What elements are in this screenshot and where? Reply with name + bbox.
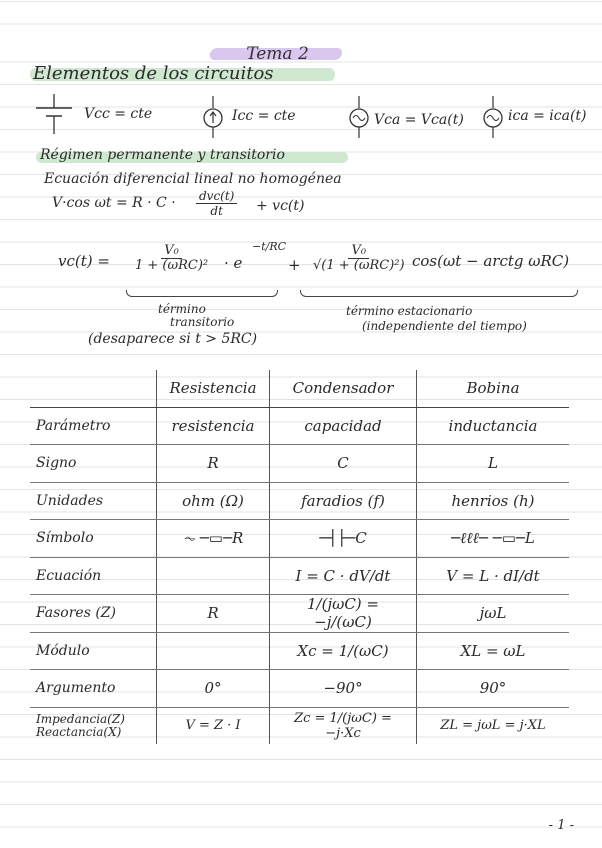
heading-elementos: Elementos de los circuitos	[33, 63, 274, 84]
table-cell: I = C · dV/dt	[270, 557, 417, 595]
table-cell	[157, 557, 270, 595]
equation1-fraction	[196, 189, 237, 218]
brace-transitorio	[126, 290, 278, 297]
equation1-lhs: V·cos ωt = R · C ·	[52, 195, 176, 211]
note-termino-transitorio-1: término	[158, 302, 206, 316]
equation1-rhs: + vc(t)	[256, 198, 305, 214]
table-cell: Símbolo	[30, 520, 157, 558]
ica-label: ica = ica(t)	[508, 108, 587, 124]
brace-estacionario	[300, 290, 578, 297]
table-header-row	[30, 370, 569, 407]
table-cell: Parámetro	[30, 407, 157, 445]
equation2-f2-num: V₀	[348, 244, 369, 259]
table-cell: henrios (h)	[417, 482, 570, 520]
table-header-cell: Bobina	[417, 370, 570, 407]
table-row	[30, 482, 569, 520]
table-cell: V = Z · I	[157, 707, 270, 744]
table-cell: Unidades	[30, 482, 157, 520]
table-row	[30, 445, 569, 483]
heading-regimen: Régimen permanente y transitorio	[40, 147, 285, 163]
table-cell: ohm (Ω)	[157, 482, 270, 520]
table-header-cell: Condensador	[270, 370, 417, 407]
equation2-fraction2	[310, 244, 408, 273]
table-cell: ⏦ ─▭─R	[157, 520, 270, 558]
table-cell: ─┤├─C	[270, 520, 417, 558]
table-cell: inductancia	[417, 407, 570, 445]
equation2-fraction1	[132, 244, 211, 273]
equation2-f1-den: 1 + (ωRC)²	[135, 258, 209, 273]
table-cell: Impedancia(Z) Reactancia(X)	[30, 707, 157, 744]
dc-voltage-source-icon	[32, 92, 76, 138]
table-cell: Fasores (Z)	[30, 595, 157, 633]
table-row	[30, 407, 569, 445]
table-cell: ZL = jωL = j·XL	[440, 718, 546, 734]
note-termino-estacionario-1: término estacionario	[346, 304, 473, 318]
table-cell	[157, 632, 270, 670]
table-row	[30, 670, 569, 708]
equation2-lhs: vc(t) =	[58, 252, 110, 270]
equation2-tail: cos(ωt − arctg ωRC)	[412, 252, 570, 270]
page-title: Tema 2	[246, 44, 309, 64]
equation2-exp: · e	[224, 254, 243, 272]
note-termino-transitorio-2: transitorio	[170, 315, 235, 329]
table-cell: Módulo	[30, 632, 157, 670]
table-row	[30, 595, 569, 633]
equation1-frac-den: dt	[210, 204, 223, 218]
table-cell: XL = ωL	[417, 632, 570, 670]
equation2-f1-num: V₀	[161, 244, 182, 259]
table-cell: faradios (f)	[270, 482, 417, 520]
table-cell: Zc = 1/(jωC) = −j·Xc	[270, 707, 417, 744]
table-cell: resistencia	[157, 407, 270, 445]
dc-current-source-icon	[200, 96, 226, 140]
equation2-plus: +	[288, 256, 301, 274]
table-cell: Signo	[30, 445, 157, 483]
equation-label: Ecuación diferencial lineal no homogénea	[44, 171, 342, 187]
vca-label: Vca = Vca(t)	[374, 112, 464, 128]
equation1-frac-num: dvc(t)	[196, 189, 237, 204]
table-cell: 90°	[417, 670, 570, 708]
table-cell: 0°	[157, 670, 270, 708]
equation2-f2-den: √(1 + (ωRC)²)	[313, 258, 405, 273]
table-cell: capacidad	[270, 407, 417, 445]
table-cell: R	[157, 595, 270, 633]
equation2-exp-sup: −t/RC	[252, 240, 287, 253]
table-cell: C	[270, 445, 417, 483]
table-row	[30, 520, 569, 558]
table-header-cell: Resistencia	[157, 370, 270, 407]
table-cell: −90°	[270, 670, 417, 708]
table-row	[30, 707, 569, 744]
table-cell: Xc = 1/(ωC)	[270, 632, 417, 670]
page-number: - 1 -	[548, 818, 574, 833]
note-desaparece: (desaparece si t > 5RC)	[88, 331, 258, 347]
table-cell: ─ℓℓℓ─ ─▭─L	[417, 520, 570, 558]
table-cell: V = L · dI/dt	[417, 557, 570, 595]
table-row	[30, 557, 569, 595]
table-cell: Argumento	[30, 670, 157, 708]
table-cell: jωL	[417, 595, 570, 633]
table-row	[30, 632, 569, 670]
vcc-label: Vcc = cte	[84, 106, 153, 122]
note-termino-estacionario-2: (independiente del tiempo)	[362, 319, 527, 333]
ac-voltage-source-icon	[346, 96, 372, 140]
table-cell: L	[417, 445, 570, 483]
table-header-cell	[30, 370, 157, 407]
ac-current-source-icon	[480, 96, 506, 140]
components-table	[30, 370, 569, 744]
table-cell: Ecuación	[30, 557, 157, 595]
icc-label: Icc = cte	[232, 108, 296, 124]
table-cell: 1/(jωC) = −j/(ωC)	[270, 595, 417, 633]
table-cell: R	[157, 445, 270, 483]
